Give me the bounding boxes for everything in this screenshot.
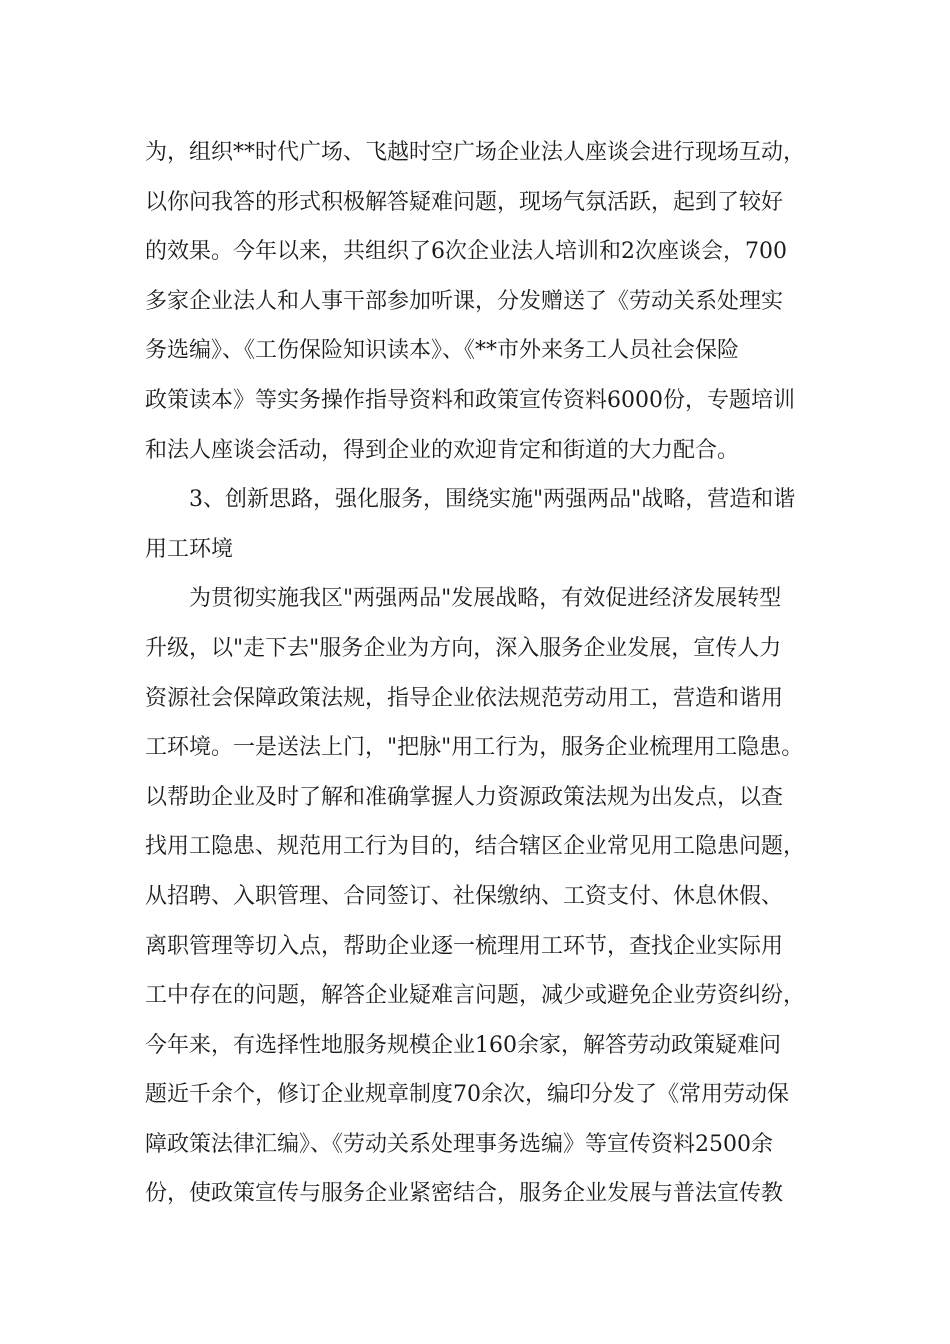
text-line: 离职管理等切入点，帮助企业逐一梳理用工环节，查找企业实际用: [145, 933, 784, 959]
text-line: 以帮助企业及时了解和准确掌握人力资源政策法规为出发点，以查: [145, 784, 784, 810]
section-heading-line: 用工环境: [145, 536, 234, 562]
text-line: 多家企业法人和人事干部参加听课，分发赠送了《劳动关系处理实: [145, 288, 784, 314]
text-line: 找用工隐患、规范用工行为目的，结合辖区企业常见用工隐患问题，: [145, 834, 806, 860]
text-line: 资源社会保障政策法规，指导企业依法规范劳动用工，营造和谐用: [145, 685, 784, 711]
text-line: 障政策法律汇编》、《劳动关系处理事务选编》等宣传资料2500余: [145, 1131, 773, 1157]
text-line: 务选编》、《工伤保险知识读本》、《**市外来务工人员社会保险: [145, 338, 740, 364]
text-line: 工环境。一是送法上门，"把脉"用工行为，服务企业梳理用工隐患。: [145, 735, 804, 761]
text-line: 政策读本》等实务操作指导资料和政策宣传资料6000份，专题培训: [145, 387, 795, 413]
text-line: 今年来，有选择性地服务规模企业160余家，解答劳动政策疑难问: [145, 1032, 781, 1058]
section-heading-line: 3、创新思路，强化服务，围绕实施"两强两品"战略，营造和谐: [189, 487, 796, 513]
text-line: 以你问我答的形式积极解答疑难问题，现场气氛活跃，起到了较好: [145, 189, 784, 215]
text-line: 份，使政策宣传与服务企业紧密结合，服务企业发展与普法宣传教: [145, 1181, 784, 1207]
text-line: 和法人座谈会活动，得到企业的欢迎肯定和街道的大力配合。: [145, 437, 740, 463]
text-line: 工中存在的问题，解答企业疑难言问题，减少或避免企业劳资纠纷，: [145, 983, 806, 1009]
text-line: 为，组织**时代广场、飞越时空广场企业法人座谈会进行现场互动，: [145, 140, 806, 165]
text-line: 的效果。今年以来，共组织了6次企业法人培训和2次座谈会，700: [145, 239, 787, 265]
document-body: [145, 128, 815, 1219]
text-line: 题近千余个，修订企业规章制度70余次，编印分发了《常用劳动保: [145, 1082, 789, 1108]
text-line: 从招聘、入职管理、合同签订、社保缴纳、工资支付、休息休假、: [145, 883, 784, 909]
text-line: 升级，以"走下去"服务企业为方向，深入服务企业发展，宣传人力: [145, 635, 782, 661]
text-line: 为贯彻实施我区"两强两品"发展战略，有效促进经济发展转型: [189, 586, 782, 612]
